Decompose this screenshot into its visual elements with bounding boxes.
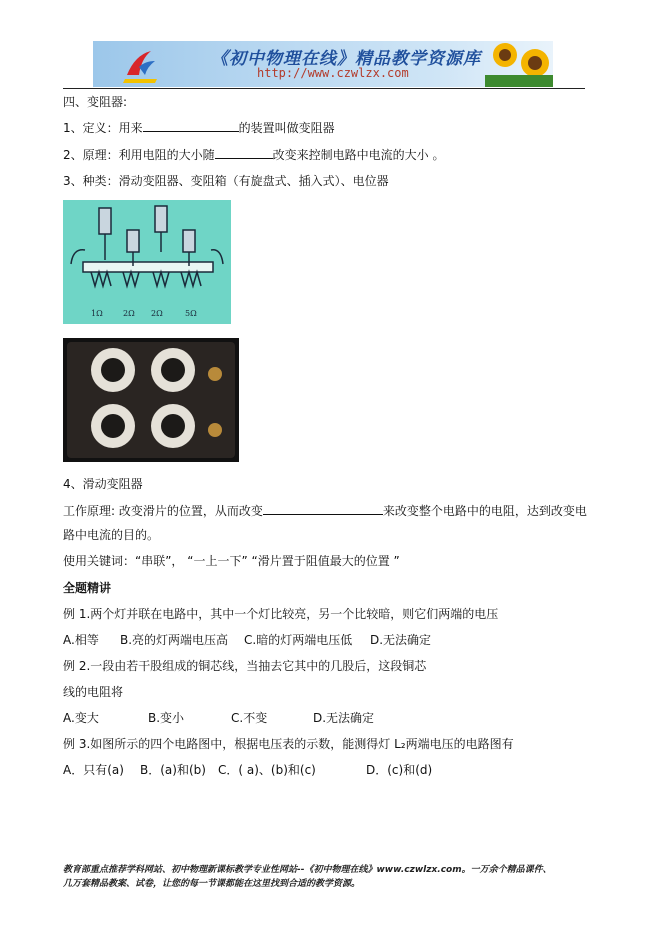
work-principle-line-2: 路中电流的目的。 <box>63 528 160 542</box>
principle-prefix: 2、原理：利用电阻的大小随 <box>63 148 215 162</box>
rotary-box-drawing <box>63 338 239 462</box>
principle-blank[interactable] <box>215 147 273 159</box>
site-logo-icon <box>121 45 161 85</box>
header-banner <box>93 41 553 87</box>
example1-question: 例 1.两个灯并联在电路中，其中一个灯比较亮，另一个比较暗，则它们两端的电压 <box>63 607 499 621</box>
example1-option-b[interactable]: B.亮的灯两端电压高 <box>120 633 229 647</box>
definition-suffix: 的装置叫做变阻器 <box>238 121 335 135</box>
example3-question: 例 3.如图所示的四个电路图中，根据电压表的示数，能测得灯 L₂两端电压的电路图有 <box>63 737 514 751</box>
diagram-label-2: 2Ω <box>123 309 135 318</box>
kinds-line: 3、种类：滑动变阻器、变阻箱（有旋盘式、插入式）、电位器 <box>63 174 389 188</box>
keywords-line: 使用关键词：“串联”， “一上一下” “滑片置于阻值最大的位置 ” <box>63 554 400 568</box>
work-blank[interactable] <box>263 503 383 515</box>
plug-resistor-drawing <box>63 200 231 324</box>
banner-title: 《初中物理在线》精品教学资源库 <box>211 49 481 69</box>
example2-question-2: 线的电阻将 <box>63 685 124 699</box>
example2-option-d[interactable]: D.无法确定 <box>313 711 375 725</box>
example3-option-b[interactable]: B．(a)和(b) <box>140 763 206 777</box>
terminal-top-icon <box>208 367 222 381</box>
example2-option-b[interactable]: B.变小 <box>148 711 185 725</box>
principle-suffix: 改变来控制电路中电流的大小 。 <box>272 148 445 162</box>
dial-top-right-icon <box>151 348 195 392</box>
diagram-label-4: 5Ω <box>185 309 197 318</box>
diagram-label-3: 2Ω <box>151 309 163 318</box>
lecture-heading: 全题精讲 <box>63 581 112 595</box>
dial-top-left-icon <box>91 348 135 392</box>
dial-bottom-left-icon <box>91 404 135 448</box>
resistance-box-diagram <box>63 200 231 324</box>
definition-blank[interactable] <box>143 120 239 132</box>
example3-option-c[interactable]: C．( a)、(b)和(c) <box>218 763 316 777</box>
header-rule <box>63 88 585 89</box>
diagram-label-1: 1Ω <box>91 309 103 318</box>
slider-heading: 4、滑动变阻器 <box>63 477 143 491</box>
terminal-bottom-icon <box>208 423 222 437</box>
footer-line-2: 几万套精品教案、试卷，让您的每一节课都能在这里找到合适的教学资源。 <box>63 879 361 889</box>
example3-option-d[interactable]: D．(c)和(d) <box>366 763 433 777</box>
section-heading: 四、变阻器: <box>63 95 128 109</box>
work-suffix: 来改变整个电路中的电阻，达到改变电 <box>382 504 587 518</box>
example1-option-d[interactable]: D.无法确定 <box>370 633 432 647</box>
work-principle-line <box>63 503 587 519</box>
banner-url[interactable]: http://www.czwlzx.com <box>257 66 409 80</box>
work-prefix: 工作原理: 改变滑片的位置，从而改变 <box>63 504 263 518</box>
example2-option-c[interactable]: C.不变 <box>231 711 268 725</box>
sunflower-icon <box>485 41 553 87</box>
example1-option-c[interactable]: C.暗的灯两端电压低 <box>244 633 353 647</box>
dial-bottom-right-icon <box>151 404 195 448</box>
definition-line <box>63 120 335 136</box>
definition-prefix: 1、定义：用来 <box>63 121 143 135</box>
example3-option-a[interactable]: A．只有(a) <box>63 763 124 777</box>
example2-option-a[interactable]: A.变大 <box>63 711 99 725</box>
footer-line-1: 教育部重点推荐学科网站、初中物理新课标教学专业性网站--《初中物理在线》www.czwlzx.com。一万余个精品课件、 <box>63 865 552 875</box>
example2-question-1: 例 2.一段由若干股组成的铜芯线，当抽去它其中的几股后，这段铜芯 <box>63 659 427 673</box>
principle-line <box>63 147 444 163</box>
rotary-resistance-box-photo <box>63 338 239 462</box>
example1-option-a[interactable]: A.相等 <box>63 633 99 647</box>
